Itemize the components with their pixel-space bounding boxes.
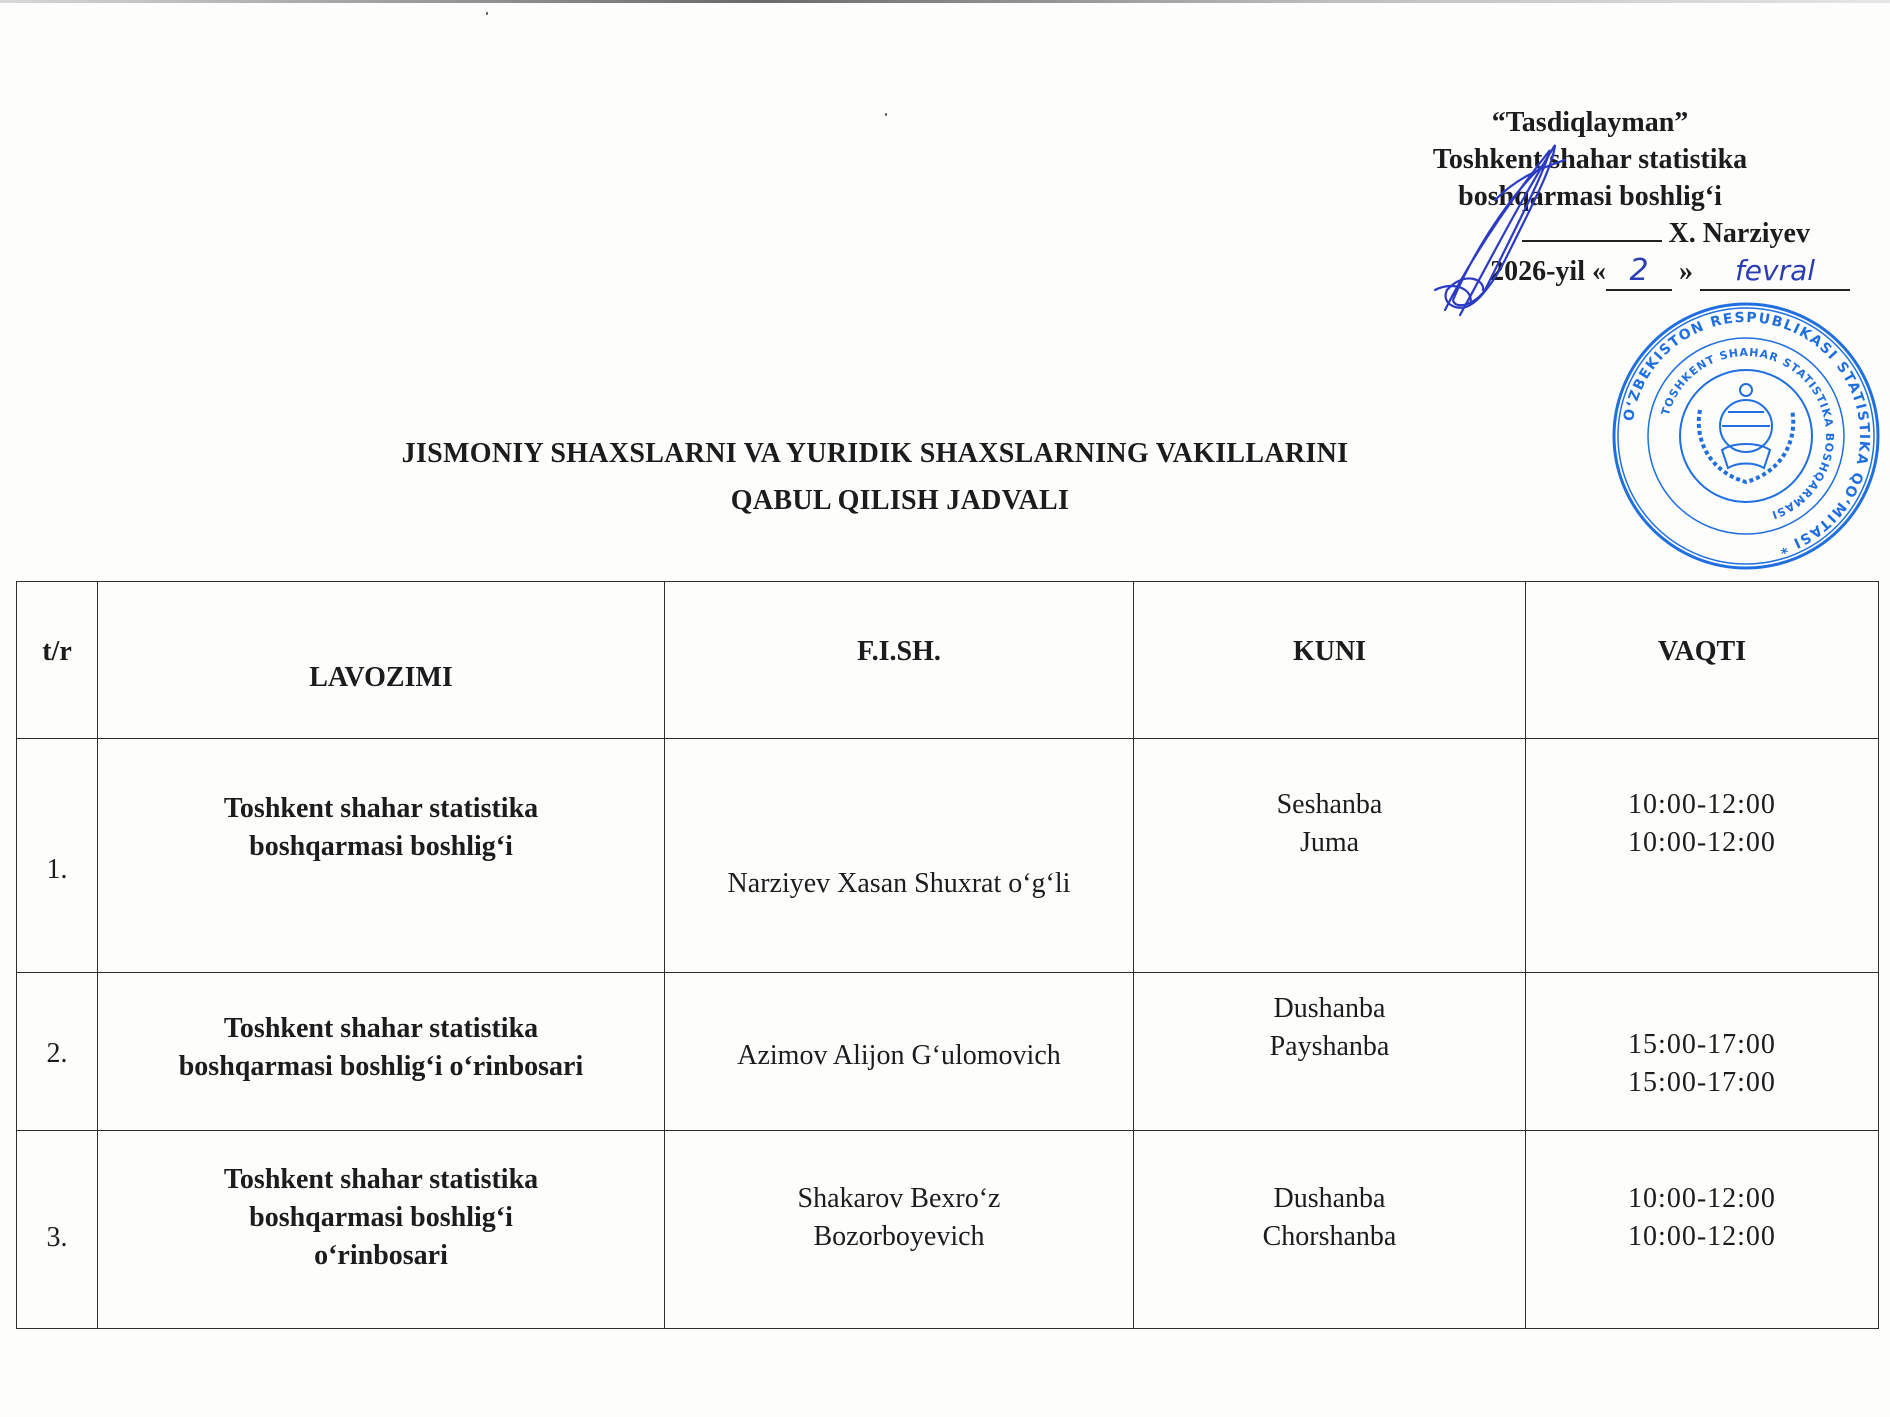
row-number: 1. [17, 739, 98, 973]
scan-speck [486, 12, 488, 15]
position-line: boshqarmasi boshlig‘i [249, 1201, 513, 1233]
emblem-wreath-icon [1699, 410, 1793, 482]
row-number: 3. [17, 1131, 98, 1329]
approval-position-line2: boshqarmasi boshlig‘i [1458, 181, 1722, 212]
approval-block [1330, 104, 1850, 291]
stamp-ring [1648, 338, 1844, 534]
approval-heading: “Tasdiqlayman” [1491, 107, 1689, 138]
row-days [1134, 1131, 1526, 1329]
scan-speck [885, 113, 887, 116]
position-line: Toshkent shahar statistika [223, 1163, 539, 1195]
position-line: boshqarmasi boshlig‘i o‘rinbosari [178, 1050, 584, 1082]
title-line2: QABUL QILISH JADVALI [730, 485, 1070, 516]
header-day: KUNI [1134, 582, 1526, 739]
time-item: 15:00-17:00 [1628, 1066, 1776, 1098]
emblem-sun-icon [1720, 400, 1772, 452]
day-item: Dushanba [1273, 992, 1386, 1024]
row-position [98, 973, 665, 1131]
signature-line [1522, 236, 1662, 242]
name-line: Narziyev Xasan Shuxrat o‘g‘li [727, 867, 1071, 899]
approval-position-line1: Toshkent shahar statistika [1432, 144, 1748, 175]
emblem-rays-icon [1722, 412, 1770, 426]
day-item: Chorshanba [1262, 1220, 1397, 1252]
emblem-bird-icon [1722, 444, 1770, 468]
position-line: Toshkent shahar statistika [223, 792, 539, 824]
name-line: Azimov Alijon G‘ulomovich [737, 1039, 1061, 1071]
stamp-inner-text: TOSHKENT SHAHAR STATISTIKA BOSHQARMASI [1658, 345, 1837, 522]
row-position [98, 739, 665, 973]
emblem-star-icon [1740, 384, 1752, 396]
name-line: Shakarov Bexro‘z [797, 1182, 1001, 1214]
table-header-row [17, 582, 1879, 739]
time-item: 10:00-12:00 [1628, 1182, 1776, 1214]
title-line1: JISMONIY SHAXSLARNI VA YURIDIK SHAXSLARNING VAKILLARINI [401, 438, 1349, 469]
scan-edge-artifact [0, 0, 1890, 3]
date-year: 2026-yil « [1490, 256, 1606, 287]
official-stamp [1610, 300, 1882, 572]
stamp-outer-ring [1614, 304, 1878, 568]
row-times [1526, 739, 1879, 973]
row-times [1526, 973, 1879, 1131]
table-row [17, 973, 1879, 1131]
approval-signer [1330, 215, 1850, 252]
header-position: LAVOZIMI [98, 582, 665, 739]
time-item: 15:00-17:00 [1628, 1028, 1776, 1060]
table-row [17, 739, 1879, 973]
day-item: Dushanba [1273, 1182, 1386, 1214]
header-name: F.I.SH. [665, 582, 1134, 739]
date-day-handwritten: 2 [1606, 252, 1672, 291]
time-item: 10:00-12:00 [1628, 1220, 1776, 1252]
time-item: 10:00-12:00 [1628, 826, 1776, 858]
row-number: 2. [17, 973, 98, 1131]
day-item: Seshanba [1276, 788, 1383, 820]
date-month-handwritten: fevral [1700, 252, 1850, 291]
svg-text:TOSHKENT SHAHAR STATISTIKA BOS [1659, 346, 1836, 522]
row-days [1134, 739, 1526, 973]
day-item: Juma [1299, 826, 1360, 858]
row-position [98, 1131, 665, 1329]
row-days [1134, 973, 1526, 1131]
approval-date [1330, 252, 1850, 291]
document-title [0, 430, 1600, 524]
stamp-inner-ring [1680, 370, 1812, 502]
row-name [665, 973, 1134, 1131]
row-name [665, 1131, 1134, 1329]
position-line: boshqarmasi boshlig‘i [249, 830, 513, 862]
row-times [1526, 1131, 1879, 1329]
position-line: o‘rinbosari [314, 1239, 448, 1271]
svg-text:O‘ZBEKISTON RESPUBLIKASI STATI [1621, 310, 1872, 557]
name-line: Bozorboyevich [813, 1220, 985, 1252]
header-time: VAQTI [1526, 582, 1879, 739]
date-close-quote: » [1679, 256, 1693, 287]
stamp-outer-text: O‘ZBEKISTON RESPUBLIKASI STATISTIKA QO‘MITASI * [1620, 309, 1873, 558]
reception-schedule-table [16, 581, 1879, 1329]
stamp-ring [1618, 308, 1874, 564]
table-row [17, 1131, 1879, 1329]
row-name [665, 739, 1134, 973]
day-item: Payshanba [1269, 1030, 1390, 1062]
header-num: t/r [17, 582, 98, 739]
time-item: 10:00-12:00 [1628, 788, 1776, 820]
signer-name: X. Narziyev [1668, 218, 1810, 249]
position-line: Toshkent shahar statistika [223, 1012, 539, 1044]
